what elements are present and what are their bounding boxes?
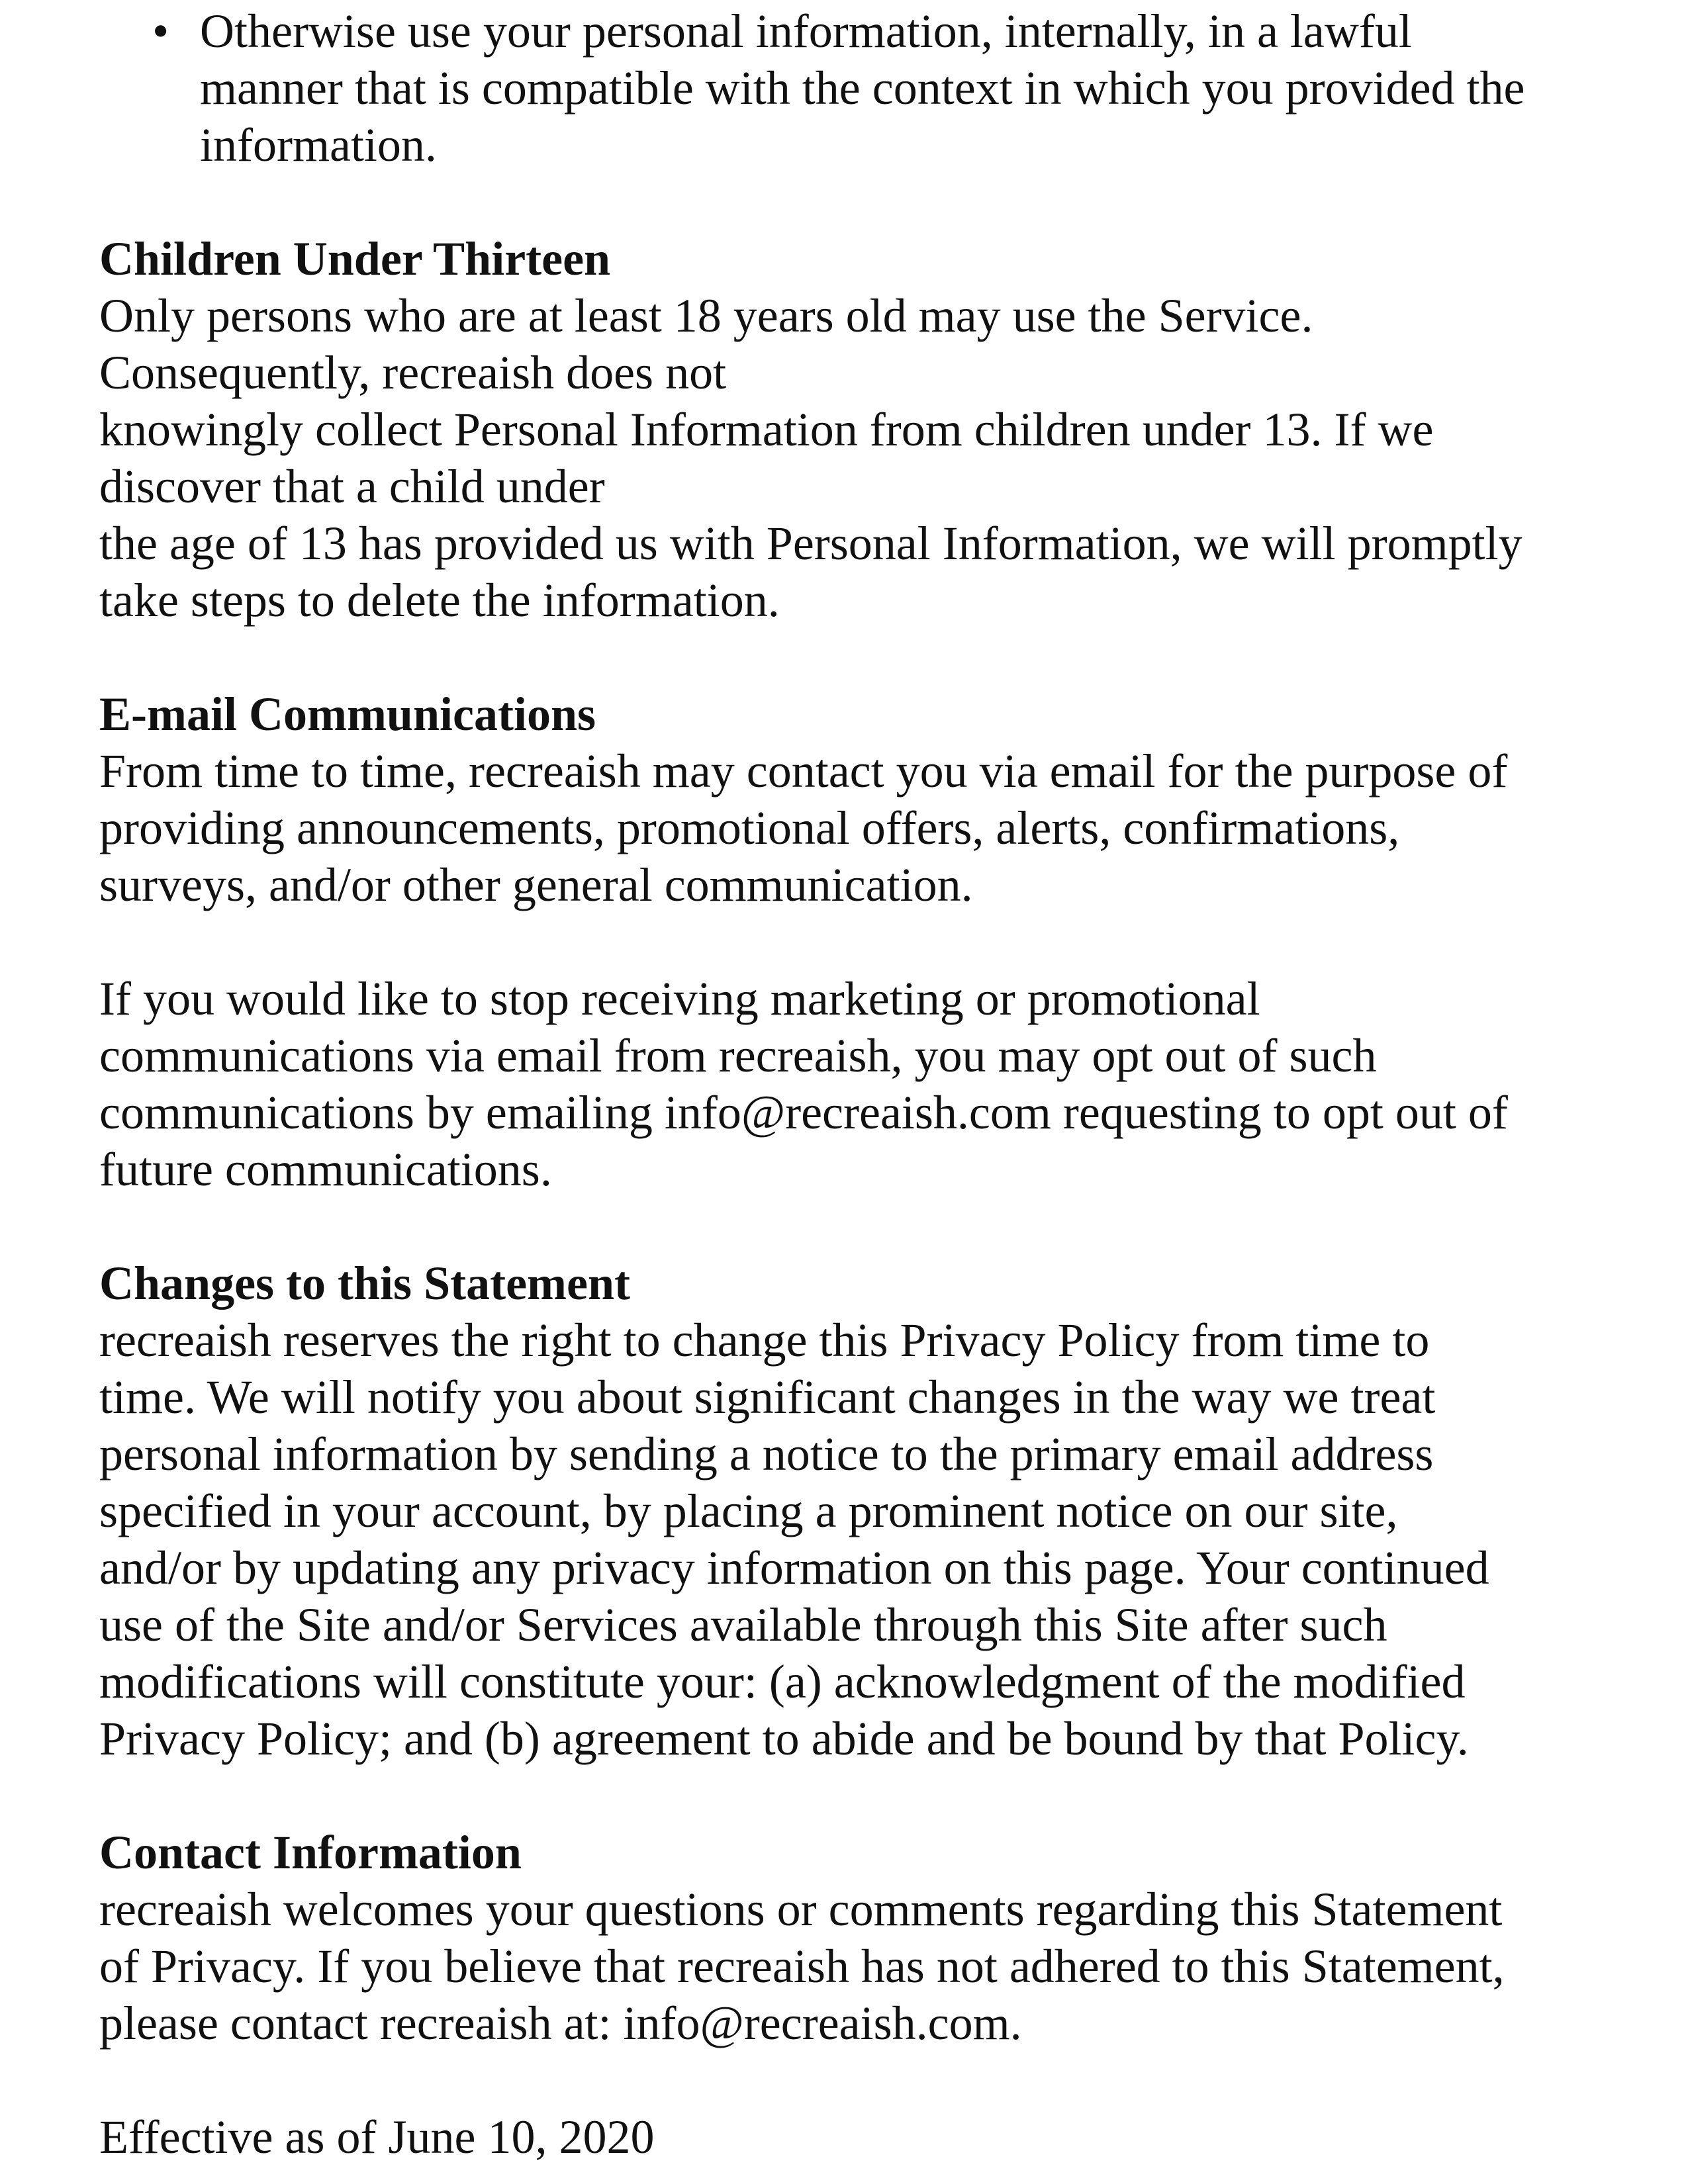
bullet-line: information. bbox=[200, 118, 437, 171]
paragraph-line: specified in your account, by placing a prominent notice on our site, bbox=[99, 1484, 1398, 1537]
paragraph-line: Only persons who are at least 18 years old may use the Service. bbox=[99, 289, 1313, 342]
paragraph-line: of Privacy. If you believe that recreaish has not adhered to this Statement, bbox=[99, 1940, 1505, 1993]
paragraph-line: and/or by updating any privacy information on this page. Your continued bbox=[99, 1541, 1489, 1594]
bullet-item bbox=[99, 3, 1622, 173]
paragraph-line: use of the Site and/or Services available through this Site after such bbox=[99, 1598, 1387, 1651]
paragraph-line: the age of 13 has provided us with Personal Information, we will promptly bbox=[99, 517, 1523, 570]
paragraph-line: From time to time, recreaish may contact you via email for the purpose of bbox=[99, 745, 1508, 797]
paragraph-line: Consequently, recreaish does not bbox=[99, 346, 727, 399]
paragraph-line: surveys, and/or other general communication. bbox=[99, 858, 973, 911]
paragraph-line: Privacy Policy; and (b) agreement to abide and be bound by that Policy. bbox=[99, 1712, 1469, 1765]
section-heading: Changes to this Statement bbox=[99, 1257, 630, 1310]
section-changes bbox=[99, 1255, 1622, 1767]
effective-date: Effective as of June 10, 2020 bbox=[99, 2111, 655, 2163]
section-email bbox=[99, 686, 1622, 1198]
privacy-policy-page bbox=[99, 0, 1622, 2184]
section-heading: E-mail Communications bbox=[99, 688, 596, 741]
section-contact bbox=[99, 1824, 1622, 2052]
paragraph-line: modifications will constitute your: (a) acknowledgment of the modified bbox=[99, 1655, 1466, 1708]
paragraph-line: future communications. bbox=[99, 1143, 552, 1196]
bullet-mark: • bbox=[152, 5, 169, 58]
paragraph-line: please contact recreaish at: info@recreaish.com. bbox=[99, 1997, 1022, 2050]
paragraph-line: communications via email from recreaish, you may opt out of such bbox=[99, 1029, 1377, 1082]
paragraph-line: recreaish reserves the right to change this Privacy Policy from time to bbox=[99, 1314, 1430, 1367]
paragraph-line: recreaish welcomes your questions or comments regarding this Statement bbox=[99, 1883, 1503, 1936]
bullet-line: manner that is compatible with the context in which you provided the bbox=[200, 62, 1525, 114]
paragraph-line: If you would like to stop receiving marketing or promotional bbox=[99, 972, 1260, 1025]
paragraph-line: knowingly collect Personal Information from children under 13. If we bbox=[99, 403, 1434, 456]
section-heading: Contact Information bbox=[99, 1826, 522, 1879]
paragraph-line: take steps to delete the information. bbox=[99, 574, 780, 627]
paragraph-line: personal information by sending a notice to the primary email address bbox=[99, 1428, 1434, 1480]
paragraph-line: providing announcements, promotional offers, alerts, confirmations, bbox=[99, 801, 1400, 854]
paragraph-line: discover that a child under bbox=[99, 460, 605, 513]
bullet-line: Otherwise use your personal information, internally, in a lawful bbox=[200, 5, 1412, 58]
section-children bbox=[99, 230, 1622, 629]
paragraph-line: time. We will notify you about significant changes in the way we treat bbox=[99, 1371, 1436, 1424]
section-heading: Children Under Thirteen bbox=[99, 232, 611, 285]
paragraph-line: communications by emailing info@recreaish.com requesting to opt out of bbox=[99, 1086, 1508, 1139]
